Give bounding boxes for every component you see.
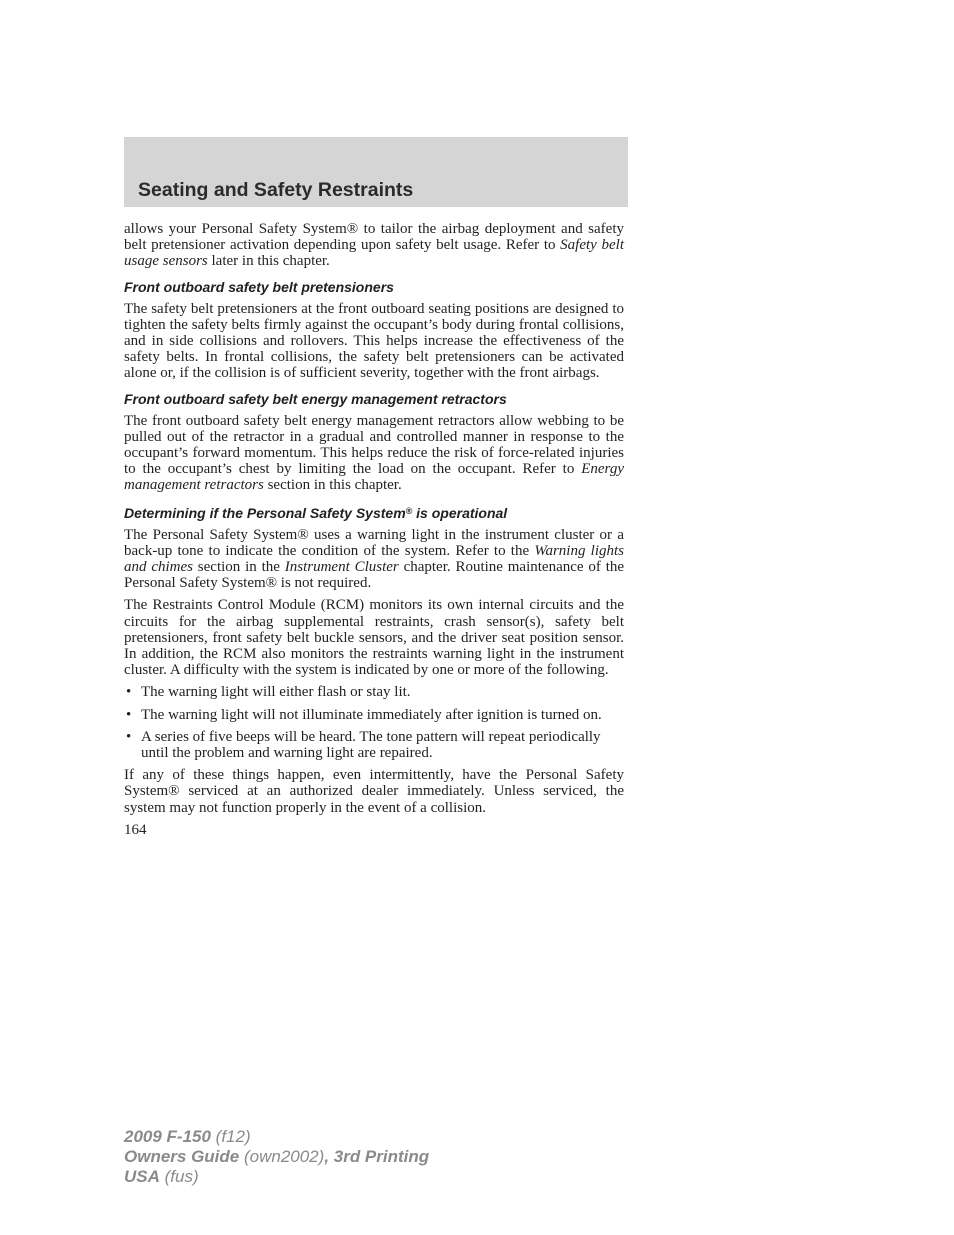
operational-paragraph-2: The Restraints Control Module (RCM) monitors its own internal circuits and the circuits for the airbag supplemental restraints, crash sensor(s), safety belt pretensioners, front safety belt buckle sensors, and the driver seat position sensor. In addition, the RCM also monitors the restraints warning light in the instrument cluster. A difficulty with the system is indicated by one or more of the following. (124, 597, 624, 679)
operational-text: The Personal Safety System® uses a warning light in the instrument cluster or a back-up tone to indicate the condition of the system. Refer to the (124, 526, 624, 559)
symptom-list (124, 684, 624, 761)
registered-mark: ® (405, 505, 413, 516)
instrument-cluster-reference: Instrument Cluster (284, 559, 399, 576)
list-item: • The warning light will either flash or stay lit. (124, 684, 624, 700)
intro-text-end: later in this chapter. (207, 253, 330, 270)
intro-text: allows your Personal Safety System® to tailor the airbag deployment and safety belt pretensioner activation depending upon safety belt usage. Refer to (124, 221, 624, 254)
retractors-text-end: section in this chapter. (263, 477, 402, 494)
pretensioners-paragraph: The safety belt pretensioners at the front outboard seating positions are designed to tighten the safety belts firmly against the occupant’s body during frontal collisions, and in side collisions and rollovers. This helps increase the effectiveness of the safety belts. In frontal collisions, the safety belt pretensioners can be activated alone or, if the collision is of sufficient severity, together with the front airbags. (124, 300, 624, 382)
page-number: 164 (124, 821, 147, 838)
footer-model-code: (f12) (210, 1127, 251, 1146)
retractors-paragraph (124, 413, 624, 494)
footer-line-guide (124, 1147, 429, 1167)
footer-printing: , 3rd Printing (324, 1147, 430, 1166)
intro-paragraph (124, 221, 624, 270)
footer-line-model (124, 1127, 429, 1147)
list-item: • A series of five beeps will be heard. The tone pattern will repeat periodically until the problem and warning light are repaired. (124, 729, 624, 761)
warning-lights-reference: Warning lights and chimes (124, 542, 625, 576)
operational-text-mid: section in the (192, 559, 285, 576)
operational-paragraph-1 (124, 527, 624, 592)
footer-line-market (124, 1167, 429, 1187)
operational-heading-text: Determining if the Personal Safety System (124, 504, 406, 521)
operational-heading (124, 503, 624, 521)
footer-market: USA (124, 1167, 160, 1186)
footer-guide: Owners Guide (124, 1147, 240, 1166)
footer-market-code: (fus) (159, 1167, 199, 1186)
intro-cross-reference: Safety belt usage sensors (124, 237, 624, 270)
document-footer (124, 1127, 429, 1187)
page-content (124, 221, 624, 844)
operational-text-end: chapter. Routine maintenance of the Personal Safety System® is not required. (124, 559, 625, 592)
retractors-heading: Front outboard safety belt energy management retractors (124, 390, 507, 407)
footer-model: 2009 F-150 (124, 1127, 211, 1146)
retractors-text: The front outboard safety belt energy management retractors allow webbing to be pulled out of the retractor in a gradual and controlled manner in response to the occupant’s forward momentum. This helps reduce the risk of force-related injuries to the occupant’s chest by limiting the load on the occupant. Refer to (124, 412, 624, 478)
section-title: Seating and Safety Restraints (138, 179, 414, 201)
section-header-band (124, 137, 628, 207)
list-item: • The warning light will not illuminate immediately after ignition is turned on. (124, 707, 624, 723)
pretensioners-heading: Front outboard safety belt pretensioners (124, 278, 394, 295)
retractors-cross-reference: Energy management retractors (124, 461, 624, 494)
operational-heading-text-end: is operational (412, 504, 508, 521)
operational-paragraph-3: If any of these things happen, even intermittently, have the Personal Safety System® serviced at an authorized dealer immediately. Unless serviced, the system may not function properly in the event of a collision. (124, 767, 624, 816)
footer-guide-code: (own2002) (239, 1147, 325, 1166)
